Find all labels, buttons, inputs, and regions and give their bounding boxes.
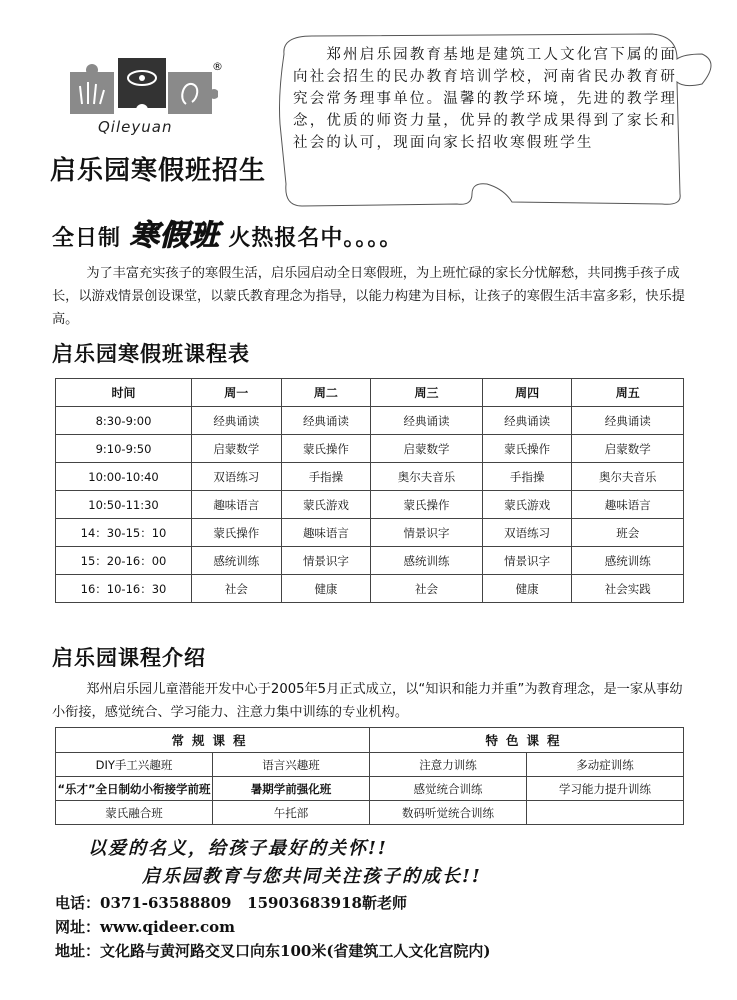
- header-featured: 特色课程: [370, 728, 684, 753]
- time-cell: 8:30-9:00: [56, 407, 192, 435]
- web-label: 网址：: [55, 918, 101, 936]
- courses-title: 启乐园课程介绍: [52, 646, 206, 670]
- headline-post: 火热报名中。。。。: [228, 226, 403, 251]
- schedule-cell: 健康: [281, 575, 371, 603]
- time-cell: 16：10-16：30: [56, 575, 192, 603]
- schedule-cell: 蒙氏操作: [192, 519, 282, 547]
- courses-description: 郑州启乐园儿童潜能开发中心于2005年5月正式成立，以“知识和能力并重”为教育理念，是一家从事幼小衔接，感觉统合、学习能力、注意力集中训练的专业机构。: [52, 682, 683, 720]
- header-cell: 周五: [572, 379, 684, 407]
- brand-name: Qileyuan: [98, 118, 173, 136]
- schedule-row: [56, 491, 684, 519]
- course-cell: 数码听觉统合训练: [370, 801, 527, 825]
- course-cell: 注意力训练: [370, 753, 527, 777]
- schedule-cell: 双语练习: [482, 519, 572, 547]
- hand-icon: [70, 64, 114, 114]
- schedule-cell: 班会: [572, 519, 684, 547]
- schedule-cell: 社会实践: [572, 575, 684, 603]
- phone-value: 0371-63588809 15903683918靳老师: [100, 894, 407, 912]
- schedule-cell: 经典诵读: [371, 407, 483, 435]
- schedule-header-row: [56, 379, 684, 407]
- phone-label: 电话：: [55, 894, 101, 912]
- course-cell: 蒙氏融合班: [56, 801, 213, 825]
- header-cell: 周四: [482, 379, 572, 407]
- course-cell: 午托部: [213, 801, 370, 825]
- course-cell: 学习能力提升训练: [527, 777, 684, 801]
- page-title: 启乐园寒假班招生: [50, 156, 267, 186]
- course-row: [56, 777, 684, 801]
- schedule-cell: 趣味语言: [281, 519, 371, 547]
- schedule-cell: 蒙氏游戏: [482, 491, 572, 519]
- time-cell: 15：20-16：00: [56, 547, 192, 575]
- schedule-cell: 经典诵读: [572, 407, 684, 435]
- time-cell: 10:00-10:40: [56, 463, 192, 491]
- address-value: 文化路与黄河路交叉口向东100米(省建筑工人文化宫院内): [100, 942, 491, 960]
- course-cell: 感觉统合训练: [370, 777, 527, 801]
- header-cell: 周一: [192, 379, 282, 407]
- schedule-cell: 手指操: [281, 463, 371, 491]
- schedule-cell: 健康: [482, 575, 572, 603]
- headline: [52, 213, 402, 254]
- schedule-row: [56, 407, 684, 435]
- schedule-cell: 趣味语言: [192, 491, 282, 519]
- phone-line: [55, 892, 407, 913]
- web-link[interactable]: www.qideer.com: [100, 918, 235, 936]
- intro-text: 郑州启乐园教育基地是建筑工人文化宫下属的面向社会招生的民办教育培训学校，河南省民办教育研究会常务理事单位。温馨的教学环境，先进的教学理念，优质的师资力量，优异的教学成果得到了家长和社会的认可，现面向家长招收寒假班学生: [293, 47, 678, 151]
- course-cell: 多动症训练: [527, 753, 684, 777]
- schedule-table: [55, 378, 684, 603]
- ear-icon: [168, 72, 218, 114]
- schedule-cell: 蒙氏操作: [371, 491, 483, 519]
- slogan-2: 启乐园教育与您共同关注孩子的成长!!: [142, 866, 482, 887]
- course-cell: DIY手工兴趣班: [56, 753, 213, 777]
- schedule-row: [56, 435, 684, 463]
- schedule-row: [56, 575, 684, 603]
- header-regular: 常规课程: [56, 728, 370, 753]
- description: 为了丰富充实孩子的寒假生活，启乐园启动全日寒假班，为上班忙碌的家长分忧解愁，共同携手孩子成长，以游戏情景创设课堂，以蒙氏教育理念为指导，以能力构建为目标，让孩子的寒假生活丰富多彩，快乐提高。: [52, 266, 685, 327]
- header-cell: 周三: [371, 379, 483, 407]
- schedule-row: [56, 463, 684, 491]
- schedule-row: [56, 547, 684, 575]
- schedule-cell: 蒙氏游戏: [281, 491, 371, 519]
- schedule-cell: 社会: [192, 575, 282, 603]
- address-label: 地址：: [55, 942, 101, 960]
- header-cell: 周二: [281, 379, 371, 407]
- schedule-cell: 感统训练: [192, 547, 282, 575]
- schedule-cell: 蒙氏操作: [281, 435, 371, 463]
- schedule-cell: 启蒙数学: [192, 435, 282, 463]
- schedule-cell: 社会: [371, 575, 483, 603]
- address-line: [55, 940, 491, 961]
- schedule-cell: 情景识字: [371, 519, 483, 547]
- schedule-cell: 情景识字: [281, 547, 371, 575]
- time-cell: 10:50-11:30: [56, 491, 192, 519]
- courses-header-row: [56, 728, 684, 753]
- course-row: [56, 753, 684, 777]
- schedule-row: [56, 519, 684, 547]
- schedule-cell: 趣味语言: [572, 491, 684, 519]
- schedule-cell: 启蒙数学: [371, 435, 483, 463]
- course-cell: 语言兴趣班: [213, 753, 370, 777]
- schedule-cell: 经典诵读: [482, 407, 572, 435]
- course-cell: 暑期学前强化班: [213, 777, 370, 801]
- course-cell: [527, 801, 684, 825]
- logo-puzzle: [68, 58, 218, 120]
- courses-table: [55, 727, 684, 825]
- time-cell: 9:10-9:50: [56, 435, 192, 463]
- schedule-cell: 手指操: [482, 463, 572, 491]
- schedule-cell: 启蒙数学: [572, 435, 684, 463]
- schedule-cell: 经典诵读: [192, 407, 282, 435]
- headline-big: 寒假班: [129, 218, 220, 252]
- course-cell: “乐才”全日制幼小衔接学前班: [56, 777, 213, 801]
- registered-mark: ®: [212, 60, 223, 73]
- schedule-cell: 感统训练: [371, 547, 483, 575]
- slogan-1: 以爱的名义，给孩子最好的关怀!!: [88, 838, 388, 859]
- header-cell: 时间: [56, 379, 192, 407]
- schedule-cell: 蒙氏操作: [482, 435, 572, 463]
- schedule-cell: 情景识字: [482, 547, 572, 575]
- schedule-cell: 经典诵读: [281, 407, 371, 435]
- headline-pre: 全日制: [52, 226, 122, 251]
- schedule-cell: 奥尔夫音乐: [371, 463, 483, 491]
- web-line: [55, 916, 235, 937]
- schedule-cell: 奥尔夫音乐: [572, 463, 684, 491]
- course-row: [56, 801, 684, 825]
- schedule-cell: 双语练习: [192, 463, 282, 491]
- schedule-title: 启乐园寒假班课程表: [52, 342, 250, 366]
- schedule-cell: 感统训练: [572, 547, 684, 575]
- eye-icon: [118, 58, 166, 116]
- time-cell: 14：30-15：10: [56, 519, 192, 547]
